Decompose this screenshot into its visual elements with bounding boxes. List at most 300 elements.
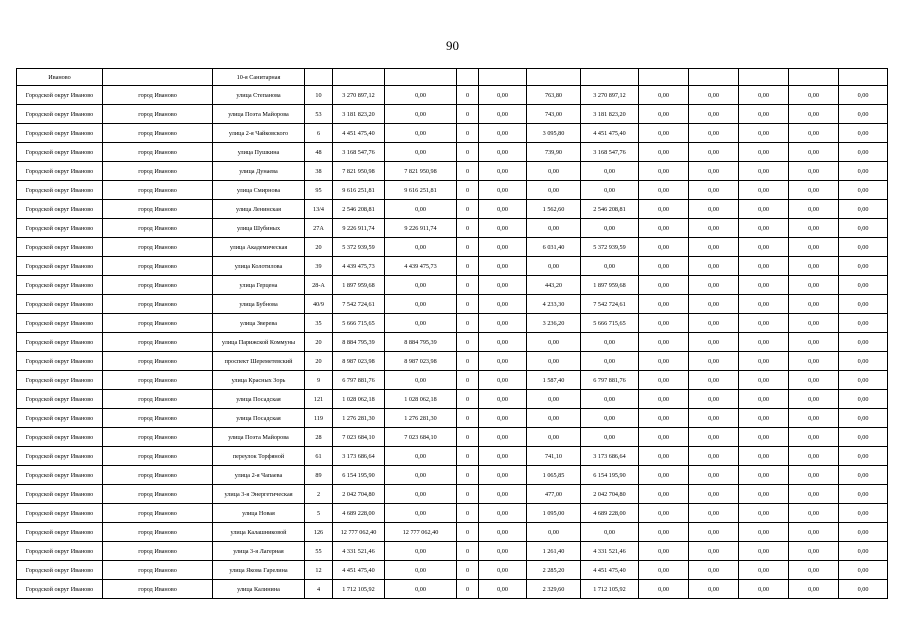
cell-street: улица 2-я Чапаева <box>213 466 305 485</box>
cell-value: 0,00 <box>739 390 789 409</box>
table-row <box>17 124 888 143</box>
cell-value: 0,00 <box>839 371 888 390</box>
cell-value: 0,00 <box>479 485 527 504</box>
cell-value: 0,00 <box>639 162 689 181</box>
cell-house-number: 28-А <box>305 276 333 295</box>
cell-value: 8 987 023,98 <box>333 352 385 371</box>
cell-street: улица Посадская <box>213 409 305 428</box>
cell-street: улица Степанова <box>213 86 305 105</box>
cell-settlement: город Иваново <box>103 86 213 105</box>
cell-value: 0,00 <box>639 352 689 371</box>
cell-value: 8 884 795,39 <box>333 333 385 352</box>
cell-value: 0 <box>457 200 479 219</box>
cell-value: 0,00 <box>385 238 457 257</box>
cell-value: 0,00 <box>789 580 839 599</box>
cell-settlement: город Иваново <box>103 181 213 200</box>
cell-value: 0,00 <box>689 181 739 200</box>
cell-municipality: Городской округ Иваново <box>17 333 103 352</box>
cell-value: 3 095,80 <box>527 124 581 143</box>
cell-value: 4 331 521,46 <box>581 542 639 561</box>
cell-municipality: Городской округ Иваново <box>17 390 103 409</box>
cell-value: 0,00 <box>739 523 789 542</box>
cell-house-number: 28 <box>305 428 333 447</box>
cell-settlement: город Иваново <box>103 428 213 447</box>
cell-municipality: Городской округ Иваново <box>17 523 103 542</box>
cell-value: 0,00 <box>527 390 581 409</box>
cell-value: 9 616 251,81 <box>333 181 385 200</box>
table-row <box>17 371 888 390</box>
cell-value: 0,00 <box>479 181 527 200</box>
cell-value: 0,00 <box>689 561 739 580</box>
cell-house-number: 2 <box>305 485 333 504</box>
cell-value: 8 884 795,39 <box>385 333 457 352</box>
cell-value: 0,00 <box>789 86 839 105</box>
cell-value: 0,00 <box>689 390 739 409</box>
cell-value: 0,00 <box>739 371 789 390</box>
cell-value: 0,00 <box>527 428 581 447</box>
cell-value: 0,00 <box>479 504 527 523</box>
cell-value: 0,00 <box>581 257 639 276</box>
table-row <box>17 86 888 105</box>
cell-value: 0 <box>457 257 479 276</box>
cell-value: 0,00 <box>839 276 888 295</box>
cell-value: 0,00 <box>479 466 527 485</box>
cell-value: 5 372 939,59 <box>581 238 639 257</box>
cell-municipality: Городской округ Иваново <box>17 371 103 390</box>
cell-value: 6 797 881,76 <box>581 371 639 390</box>
cell-value: 0,00 <box>385 314 457 333</box>
cell-settlement: город Иваново <box>103 371 213 390</box>
cell-municipality: Городской округ Иваново <box>17 409 103 428</box>
cell-street: улица Парижской Коммуны <box>213 333 305 352</box>
cell-value: 0,00 <box>689 428 739 447</box>
cell-value: 1 065,85 <box>527 466 581 485</box>
cell-value: 0,00 <box>789 409 839 428</box>
cell-value: 0,00 <box>789 162 839 181</box>
cell-value: 0 <box>457 561 479 580</box>
cell-value: 0 <box>457 314 479 333</box>
cell-settlement: город Иваново <box>103 390 213 409</box>
cell-value: 0,00 <box>479 428 527 447</box>
cell-value: 0,00 <box>639 333 689 352</box>
table-row-continued <box>17 69 888 86</box>
cell-municipality: Городской округ Иваново <box>17 105 103 124</box>
cell-value: 1 261,40 <box>527 542 581 561</box>
cell-value: 0 <box>457 428 479 447</box>
cell-house-number: 12 <box>305 561 333 580</box>
table-row <box>17 523 888 542</box>
cell-settlement: город Иваново <box>103 295 213 314</box>
cell-value: 12 777 062,40 <box>333 523 385 542</box>
cell-house-number: 4 <box>305 580 333 599</box>
cell-value: 0 <box>457 162 479 181</box>
cell-house-number: 6 <box>305 124 333 143</box>
cell-value: 0,00 <box>739 333 789 352</box>
cell-value: 0,00 <box>689 485 739 504</box>
cell-value: 0,00 <box>789 371 839 390</box>
cell-value: 0,00 <box>689 580 739 599</box>
cell-value: 0 <box>457 523 479 542</box>
cell-value: 0,00 <box>479 333 527 352</box>
cell-value: 1 276 281,30 <box>333 409 385 428</box>
cell-value: 0,00 <box>739 143 789 162</box>
table-row <box>17 447 888 466</box>
cell-value: 0,00 <box>479 542 527 561</box>
cell-settlement: город Иваново <box>103 162 213 181</box>
cell-value: 0,00 <box>385 542 457 561</box>
cell-settlement: город Иваново <box>103 504 213 523</box>
cell-value: 0,00 <box>385 485 457 504</box>
cell-value: 0,00 <box>385 504 457 523</box>
cell-value: 1 028 062,18 <box>385 390 457 409</box>
cell-value: 0,00 <box>639 542 689 561</box>
table-row <box>17 466 888 485</box>
cell-value: 0,00 <box>789 105 839 124</box>
cell-value: 3 173 686,64 <box>581 447 639 466</box>
cell-municipality: Городской округ Иваново <box>17 181 103 200</box>
cell-value: 0,00 <box>479 295 527 314</box>
cell-value: 0,00 <box>789 295 839 314</box>
cell-house-number: 126 <box>305 523 333 542</box>
cell-settlement: город Иваново <box>103 542 213 561</box>
cell-value: 0,00 <box>689 542 739 561</box>
cell-value: 0,00 <box>581 390 639 409</box>
cell-value: 0,00 <box>639 143 689 162</box>
cell-value: 0,00 <box>739 295 789 314</box>
cell-value: 4 451 475,40 <box>333 561 385 580</box>
cell-value: 4 451 475,40 <box>581 561 639 580</box>
cell-value: 0,00 <box>479 371 527 390</box>
cell-value: 0,00 <box>839 181 888 200</box>
cell-settlement: город Иваново <box>103 219 213 238</box>
cell-street: улица Ленинская <box>213 200 305 219</box>
cell-value: 4 233,30 <box>527 295 581 314</box>
cell-value: 0,00 <box>479 352 527 371</box>
cell-value: 7 821 950,98 <box>333 162 385 181</box>
cell-value: 0,00 <box>739 257 789 276</box>
cell-value: 0,00 <box>789 352 839 371</box>
cell-empty <box>789 69 839 86</box>
cell-value: 0,00 <box>839 124 888 143</box>
cell-value: 0,00 <box>839 580 888 599</box>
table-row <box>17 276 888 295</box>
cell-value: 2 042 704,80 <box>581 485 639 504</box>
cell-value: 0,00 <box>789 143 839 162</box>
cell-value: 443,20 <box>527 276 581 295</box>
cell-value: 0,00 <box>581 409 639 428</box>
cell-value: 0,00 <box>581 352 639 371</box>
cell-value: 0,00 <box>385 371 457 390</box>
table-row <box>17 105 888 124</box>
cell-value: 0,00 <box>839 428 888 447</box>
table-row <box>17 162 888 181</box>
cell-value: 0,00 <box>639 219 689 238</box>
cell-value: 0,00 <box>479 200 527 219</box>
cell-house-number: 121 <box>305 390 333 409</box>
cell-street: улица 3-я Лагерная <box>213 542 305 561</box>
cell-municipality: Городской округ Иваново <box>17 143 103 162</box>
cell-value: 12 777 062,40 <box>385 523 457 542</box>
cell-value: 0,00 <box>385 466 457 485</box>
cell-value: 0,00 <box>639 314 689 333</box>
cell-empty <box>333 69 385 86</box>
cell-value: 0,00 <box>639 124 689 143</box>
cell-empty <box>839 69 888 86</box>
cell-value: 0,00 <box>789 257 839 276</box>
cell-value: 0,00 <box>689 447 739 466</box>
cell-value: 0,00 <box>479 162 527 181</box>
cell-value: 6 154 195,90 <box>333 466 385 485</box>
cell-value: 0,00 <box>639 428 689 447</box>
cell-value: 0,00 <box>581 333 639 352</box>
cell-value: 0,00 <box>479 143 527 162</box>
cell-street: улица 3-я Энергетическая <box>213 485 305 504</box>
cell-settlement <box>103 69 213 86</box>
table-row <box>17 409 888 428</box>
cell-value: 0,00 <box>739 428 789 447</box>
cell-value: 1 276 281,30 <box>385 409 457 428</box>
cell-street: улица Бубнова <box>213 295 305 314</box>
cell-municipality: Городской округ Иваново <box>17 447 103 466</box>
cell-value: 2 042 704,80 <box>333 485 385 504</box>
cell-house-number: 61 <box>305 447 333 466</box>
cell-house-number: 35 <box>305 314 333 333</box>
cell-municipality: Городской округ Иваново <box>17 219 103 238</box>
cell-value: 0,00 <box>839 162 888 181</box>
cell-value: 0,00 <box>689 409 739 428</box>
cell-value: 0 <box>457 124 479 143</box>
cell-municipality: Городской округ Иваново <box>17 238 103 257</box>
cell-house-number: 20 <box>305 333 333 352</box>
cell-value: 0,00 <box>479 580 527 599</box>
cell-municipality: Городской округ Иваново <box>17 580 103 599</box>
table-row <box>17 219 888 238</box>
cell-value: 763,80 <box>527 86 581 105</box>
cell-value: 0 <box>457 86 479 105</box>
cell-value: 0,00 <box>789 314 839 333</box>
cell-settlement: город Иваново <box>103 333 213 352</box>
cell-value: 0,00 <box>639 86 689 105</box>
cell-settlement: город Иваново <box>103 352 213 371</box>
table-row <box>17 181 888 200</box>
table-row <box>17 542 888 561</box>
cell-settlement: город Иваново <box>103 485 213 504</box>
cell-value: 0,00 <box>639 390 689 409</box>
cell-value: 0,00 <box>581 428 639 447</box>
cell-value: 3 168 547,76 <box>333 143 385 162</box>
cell-value: 0,00 <box>739 276 789 295</box>
cell-value: 0,00 <box>479 124 527 143</box>
cell-value: 3 270 897,12 <box>333 86 385 105</box>
cell-value: 0,00 <box>527 257 581 276</box>
cell-value: 0 <box>457 352 479 371</box>
cell-value: 0,00 <box>789 219 839 238</box>
cell-value: 0,00 <box>385 105 457 124</box>
cell-value: 3 236,20 <box>527 314 581 333</box>
cell-value: 0,00 <box>839 333 888 352</box>
cell-street: улица Шубиных <box>213 219 305 238</box>
cell-value: 6 154 195,90 <box>581 466 639 485</box>
cell-value: 0,00 <box>739 447 789 466</box>
cell-value: 0,00 <box>789 504 839 523</box>
cell-value: 0,00 <box>689 257 739 276</box>
cell-settlement: город Иваново <box>103 523 213 542</box>
cell-value: 0,00 <box>689 143 739 162</box>
cell-value: 0,00 <box>527 523 581 542</box>
cell-street: улица Академическая <box>213 238 305 257</box>
table-body <box>17 69 888 599</box>
cell-settlement: город Иваново <box>103 276 213 295</box>
cell-municipality: Городской округ Иваново <box>17 257 103 276</box>
cell-value: 0,00 <box>789 333 839 352</box>
cell-value: 0 <box>457 542 479 561</box>
cell-value: 0 <box>457 238 479 257</box>
cell-value: 1 562,60 <box>527 200 581 219</box>
cell-value: 7 821 950,98 <box>385 162 457 181</box>
cell-street: улица Смирнова <box>213 181 305 200</box>
cell-value: 0 <box>457 181 479 200</box>
cell-value: 0,00 <box>789 428 839 447</box>
cell-value: 0,00 <box>689 238 739 257</box>
cell-value: 0,00 <box>479 314 527 333</box>
cell-empty <box>457 69 479 86</box>
cell-value: 0,00 <box>639 371 689 390</box>
cell-value: 6 797 881,76 <box>333 371 385 390</box>
cell-settlement: город Иваново <box>103 238 213 257</box>
cell-value: 0,00 <box>689 352 739 371</box>
cell-value: 0,00 <box>739 352 789 371</box>
cell-value: 0,00 <box>739 409 789 428</box>
cell-value: 3 181 823,20 <box>581 105 639 124</box>
cell-empty <box>639 69 689 86</box>
cell-value: 0,00 <box>639 447 689 466</box>
cell-house-number: 40/9 <box>305 295 333 314</box>
cell-value: 0,00 <box>689 371 739 390</box>
cell-street: улица Посадская <box>213 390 305 409</box>
cell-value: 9 616 251,81 <box>385 181 457 200</box>
table-row <box>17 295 888 314</box>
cell-value: 0,00 <box>639 561 689 580</box>
table-row <box>17 561 888 580</box>
cell-value: 0,00 <box>689 333 739 352</box>
cell-value: 0,00 <box>839 409 888 428</box>
cell-value: 0 <box>457 143 479 162</box>
cell-value: 0,00 <box>789 447 839 466</box>
cell-value: 7 023 684,10 <box>385 428 457 447</box>
cell-value: 0 <box>457 580 479 599</box>
cell-value: 0,00 <box>689 124 739 143</box>
cell-value: 0,00 <box>689 276 739 295</box>
cell-municipality: Городской округ Иваново <box>17 162 103 181</box>
cell-empty <box>689 69 739 86</box>
cell-value: 0 <box>457 447 479 466</box>
cell-value: 0 <box>457 409 479 428</box>
cell-value: 0,00 <box>479 523 527 542</box>
cell-value: 0,00 <box>839 86 888 105</box>
cell-value: 0,00 <box>527 219 581 238</box>
cell-value: 0,00 <box>839 143 888 162</box>
cell-value: 0,00 <box>581 523 639 542</box>
cell-value: 739,90 <box>527 143 581 162</box>
cell-value: 0,00 <box>385 561 457 580</box>
cell-value: 0,00 <box>739 504 789 523</box>
cell-value: 0,00 <box>527 162 581 181</box>
cell-value: 0,00 <box>385 447 457 466</box>
cell-value: 0,00 <box>739 542 789 561</box>
cell-value: 0,00 <box>839 485 888 504</box>
table-row <box>17 485 888 504</box>
cell-value: 0,00 <box>639 485 689 504</box>
cell-municipality: Городской округ Иваново <box>17 542 103 561</box>
cell-value: 9 226 911,74 <box>333 219 385 238</box>
cell-value: 2 546 208,81 <box>581 200 639 219</box>
cell-value: 0,00 <box>839 561 888 580</box>
cell-empty <box>479 69 527 86</box>
cell-value: 0 <box>457 333 479 352</box>
cell-settlement: город Иваново <box>103 580 213 599</box>
cell-value: 0,00 <box>739 485 789 504</box>
cell-settlement: город Иваново <box>103 124 213 143</box>
cell-value: 0,00 <box>739 314 789 333</box>
cell-value: 4 439 475,73 <box>385 257 457 276</box>
cell-street: улица Новая <box>213 504 305 523</box>
cell-value: 0,00 <box>639 504 689 523</box>
table-row <box>17 200 888 219</box>
cell-value: 0,00 <box>639 200 689 219</box>
table-row <box>17 504 888 523</box>
cell-value: 0 <box>457 295 479 314</box>
page-number: 90 <box>446 38 459 53</box>
cell-empty <box>385 69 457 86</box>
register-table <box>16 68 888 599</box>
cell-value: 0,00 <box>385 124 457 143</box>
cell-value: 0,00 <box>739 238 789 257</box>
cell-value: 1 897 959,68 <box>581 276 639 295</box>
cell-house-number: 53 <box>305 105 333 124</box>
cell-municipality: Городской округ Иваново <box>17 352 103 371</box>
cell-value: 1 897 959,68 <box>333 276 385 295</box>
cell-value: 0,00 <box>689 162 739 181</box>
cell-value: 0,00 <box>385 276 457 295</box>
cell-value: 0,00 <box>839 105 888 124</box>
cell-street: 10-я Санитарная <box>213 69 305 86</box>
cell-value: 4 451 475,40 <box>581 124 639 143</box>
cell-value: 0,00 <box>839 200 888 219</box>
cell-municipality: Городской округ Иваново <box>17 124 103 143</box>
cell-value: 0,00 <box>639 295 689 314</box>
cell-value: 0,00 <box>479 86 527 105</box>
cell-settlement: город Иваново <box>103 561 213 580</box>
cell-value: 3 168 547,76 <box>581 143 639 162</box>
cell-value: 0,00 <box>839 542 888 561</box>
cell-value: 0 <box>457 371 479 390</box>
cell-value: 0,00 <box>527 409 581 428</box>
cell-value: 0,00 <box>581 181 639 200</box>
table-row <box>17 238 888 257</box>
cell-municipality: Городской округ Иваново <box>17 314 103 333</box>
cell-value: 0 <box>457 390 479 409</box>
cell-value: 0,00 <box>527 352 581 371</box>
table-row <box>17 333 888 352</box>
cell-value: 0,00 <box>789 200 839 219</box>
cell-value: 0,00 <box>479 257 527 276</box>
cell-value: 4 451 475,40 <box>333 124 385 143</box>
cell-value: 0,00 <box>839 295 888 314</box>
cell-value: 0,00 <box>689 105 739 124</box>
cell-street: улица Поэта Майорова <box>213 428 305 447</box>
cell-municipality: Городской округ Иваново <box>17 561 103 580</box>
cell-street: улица Калинина <box>213 580 305 599</box>
